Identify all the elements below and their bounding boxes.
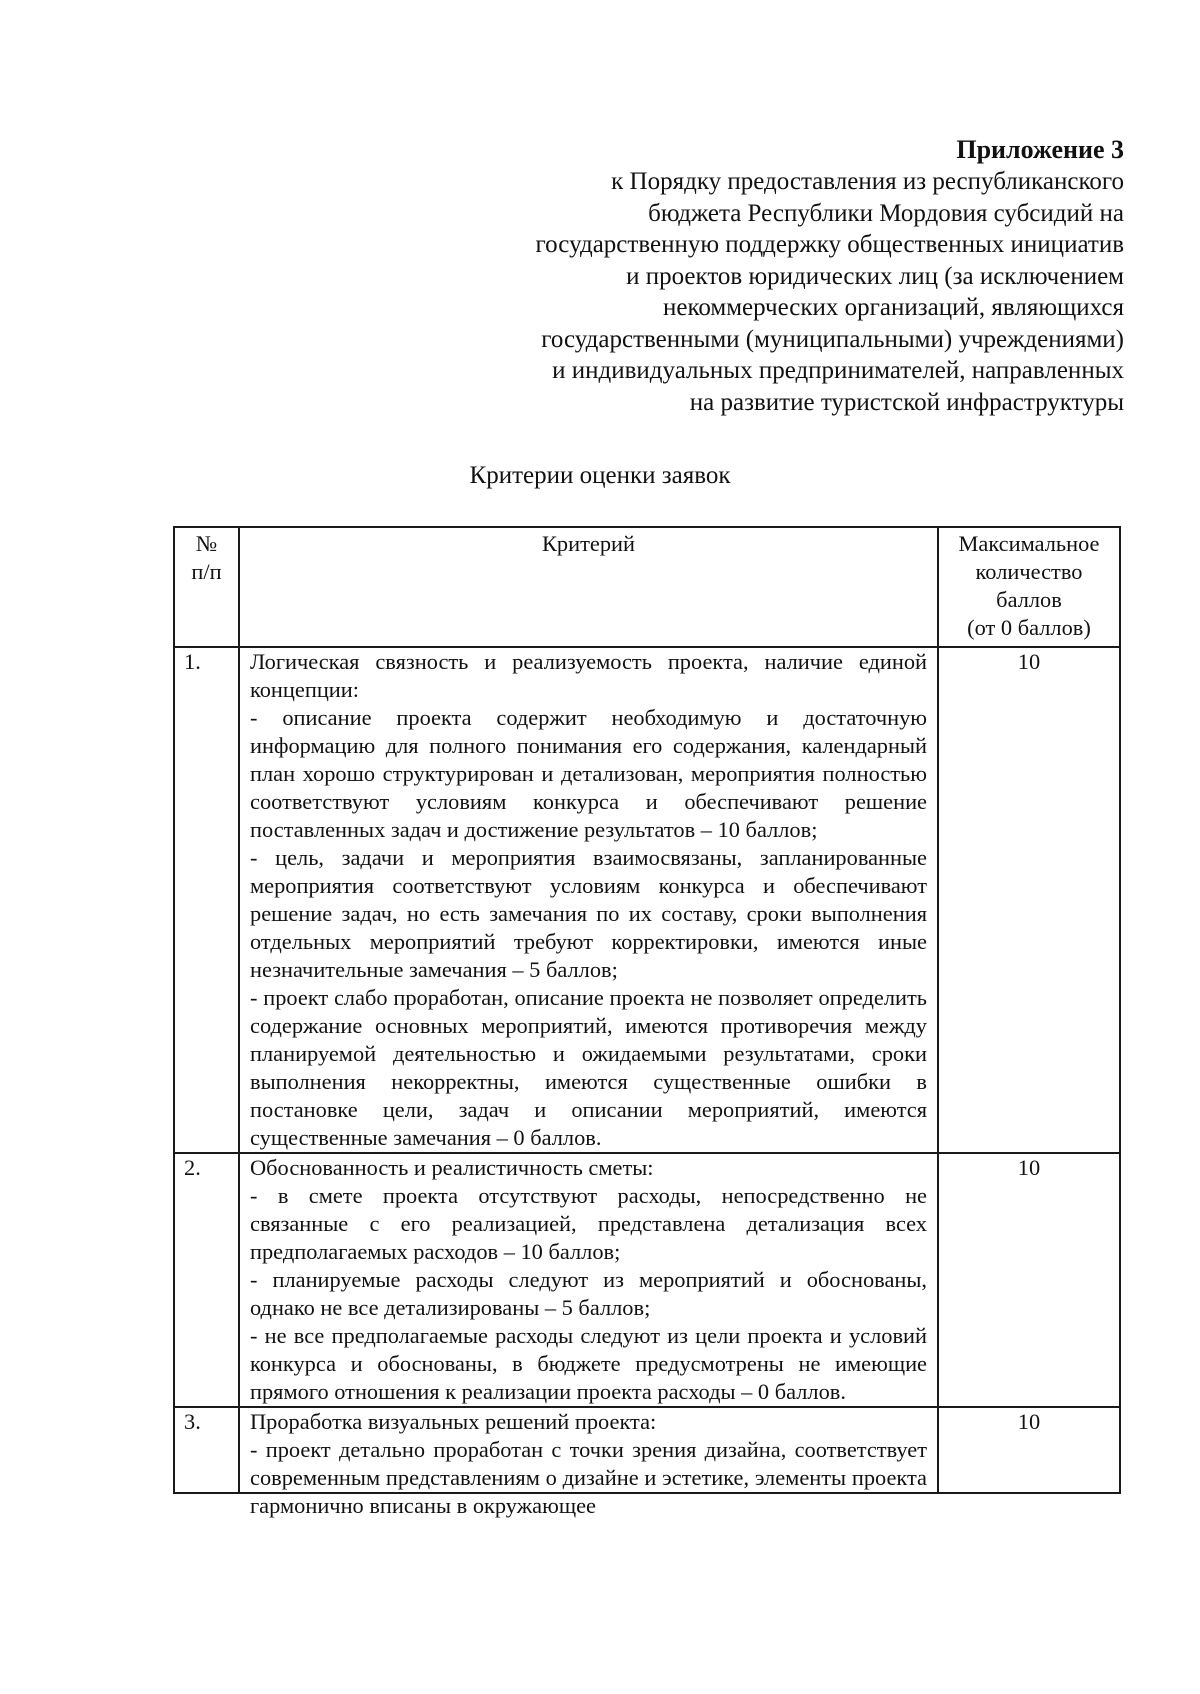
appendix-line: бюджета Республики Мордовия субсидий на <box>648 199 1124 227</box>
appendix-header <box>364 134 1124 418</box>
criterion-paragraph: Логическая связность и реализуемость проекта, наличие единой концепции: <box>250 649 927 702</box>
criterion-paragraph: - цель, задачи и мероприятия взаимосвязаны, запланированные мероприятия соответствуют условиям конкурса и обеспечивают решение задач, но есть замечания по их составу, сроки выполнения отдельных мероприятий требуют корректировки, имеются иные незначительные замечания – 5 баллов; <box>250 845 927 982</box>
appendix-line: некоммерческих организаций, являющихся <box>663 294 1124 321</box>
row-max-score: 10 <box>938 1407 1120 1493</box>
row-criterion <box>239 647 938 1153</box>
table-row <box>174 647 1120 1153</box>
appendix-line: на развитие туристской инфраструктуры <box>689 388 1124 416</box>
header-criterion: Критерий <box>239 527 938 647</box>
appendix-line: и проектов юридических лиц (за исключением <box>626 262 1124 290</box>
appendix-line: государственную поддержку общественных инициатив <box>535 231 1124 258</box>
appendix-line: и индивидуальных предпринимателей, направленных <box>552 357 1124 384</box>
criterion-paragraph: - описание проекта содержит необходимую и достаточную информацию для полного понимания его содержания, календарный план хорошо структурирован и детализован, мероприятия полностью соответствуют условиям конкурса и обеспечивают решение поставленных задач и достижение результатов – 10 баллов; <box>250 705 927 842</box>
table-header-row <box>174 527 1120 647</box>
row-number: 1. <box>174 647 239 1153</box>
criterion-paragraph: - проект слабо проработан, описание проекта не позволяет определить содержание основных мероприятий, имеются противоречия между планируемой деятельностью и ожидаемыми результатами, сроки выполнения некорректны, имеются существенные ошибки в постановке цели, задач и описании мероприятий, имеются существенные замечания – 0 баллов. <box>250 985 927 1150</box>
criterion-paragraph: - не все предполагаемые расходы следуют из цели проекта и условий конкурса и обоснованы, в бюджете предусмотрены не имеющие прямого отношения к реализации проекта расходы – 0 баллов. <box>250 1323 927 1404</box>
row-criterion <box>239 1407 938 1518</box>
criterion-paragraph: Обоснованность и реалистичность сметы: <box>250 1155 654 1180</box>
appendix-title: Приложение 3 <box>956 135 1124 164</box>
table-row <box>174 1407 1120 1493</box>
row-number: 2. <box>174 1153 239 1407</box>
header-max-score: Максимальное количество баллов (от 0 баллов) <box>938 527 1120 647</box>
row-criterion <box>239 1153 938 1407</box>
appendix-line: государственными (муниципальными) учреждениями) <box>541 325 1124 353</box>
appendix-line: к Порядку предоставления из республиканского <box>611 168 1124 195</box>
row-number: 3. <box>174 1407 239 1493</box>
criterion-paragraph: - проект детально проработан с точки зрения дизайна, соответствует современным представлениям о дизайне и эстетике, элементы проекта гармонично вписаны в окружающее <box>250 1437 927 1518</box>
row-max-score: 10 <box>938 647 1120 1153</box>
header-number: № п/п <box>174 527 239 647</box>
document-title: Критерии оценки заявок <box>469 462 731 489</box>
table-row <box>174 1153 1120 1407</box>
criterion-paragraph: - планируемые расходы следуют из мероприятий и обоснованы, однако не все детализированы – 5 баллов; <box>250 1267 927 1320</box>
criterion-paragraph: - в смете проекта отсутствуют расходы, непосредственно не связанные с его реализацией, представлена детализация всех предполагаемых расходов – 10 баллов; <box>250 1183 927 1264</box>
row-max-score: 10 <box>938 1153 1120 1407</box>
criterion-paragraph: Проработка визуальных решений проекта: <box>250 1409 657 1434</box>
criteria-table <box>173 526 1121 1518</box>
